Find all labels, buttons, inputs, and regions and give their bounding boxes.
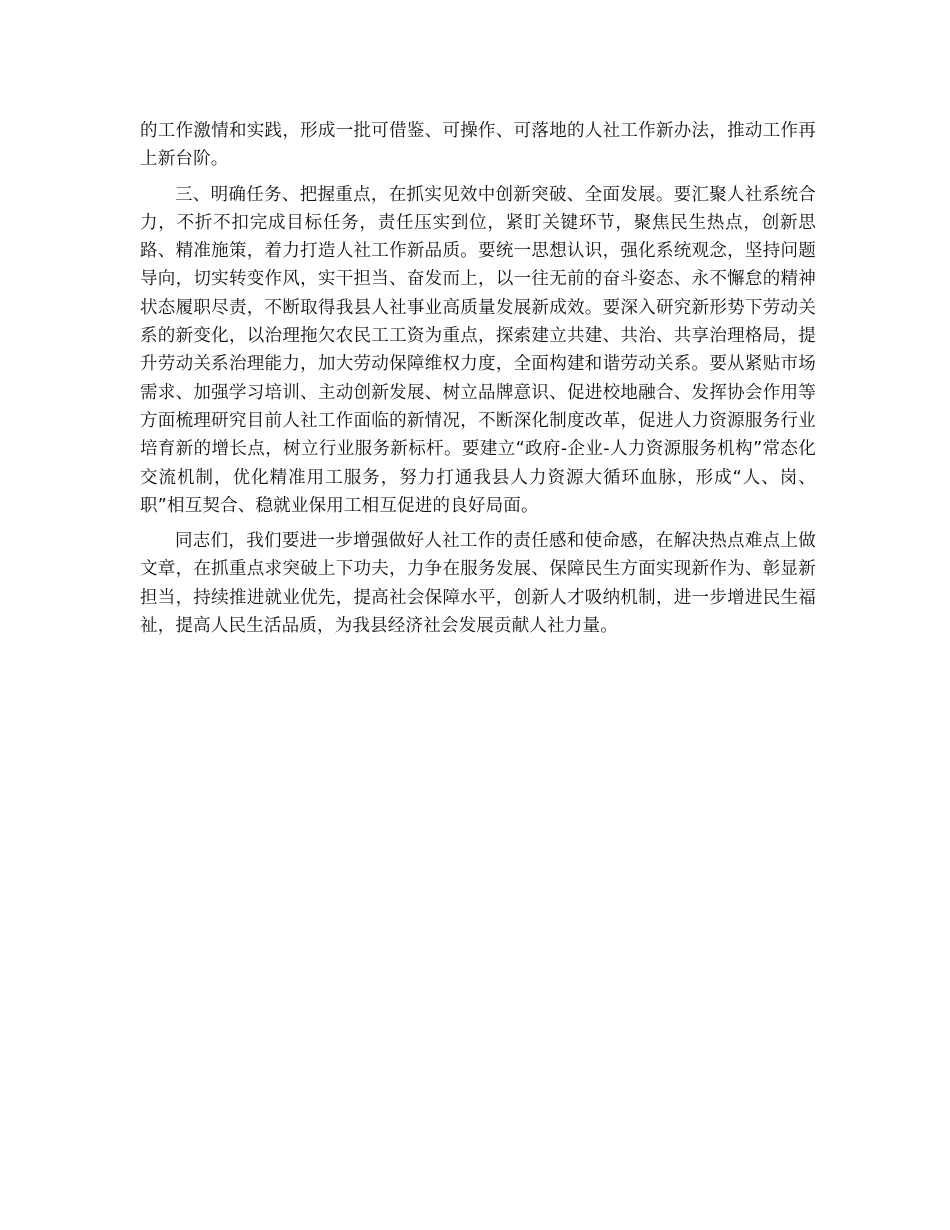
paragraph-section-three: 三、明确任务、把握重点，在抓实见效中创新突破、全面发展。要汇聚人社系统合力，不折不扣完成目标任务，责任压实到位，紧盯关键环节，聚焦民生热点，创新思路、精准施策，着力打造人社工作新品质。要统一思想认识，强化系统观念，坚持问题导向，切实转变作风，实干担当、奋发而上，以一往无前的奋斗姿态、永不懈怠的精神状态履职尽责，不断取得我县人社事业高质量发展新成效。要深入研究新形势下劳动关系的新变化，以治理拖欠农民工工资为重点，探索建立共建、共治、共享治理格局，提升劳动关系治理能力，加大劳动保障维权力度，全面构建和谐劳动关系。要从紧贴市场需求、加强学习培训、主动创新发展、树立品牌意识、促进校地融合、发挥协会作用等方面梳理研究目前人社工作面临的新情况，不断深化制度改革，促进人力资源服务行业培育新的增长点，树立行业服务新标杆。要建立“政府-企业-人力资源服务机构”常态化交流机制，优化精准用工服务，努力打通我县人力资源大循环血脉，形成“人、岗、职”相互契合、稳就业保用工相互促进的良好局面。 <box>140 184 816 516</box>
document-page <box>140 117 816 647</box>
paragraph-closing: 同志们，我们要进一步增强做好人社工作的责任感和使命感，在解决热点难点上做文章，在抓重点求突破上下功夫，力争在服务发展、保障民生方面实现新作为、彰显新担当，持续推进就业优先，提高社会保障水平，创新人才吸纳机制，进一步增进民生福祉，提高人民生活品质，为我县经济社会发展贡献人社力量。 <box>140 531 816 637</box>
paragraph-continuation: 的工作激情和实践，形成一批可借鉴、可操作、可落地的人社工作新办法，推动工作再上新台阶。 <box>140 121 816 170</box>
